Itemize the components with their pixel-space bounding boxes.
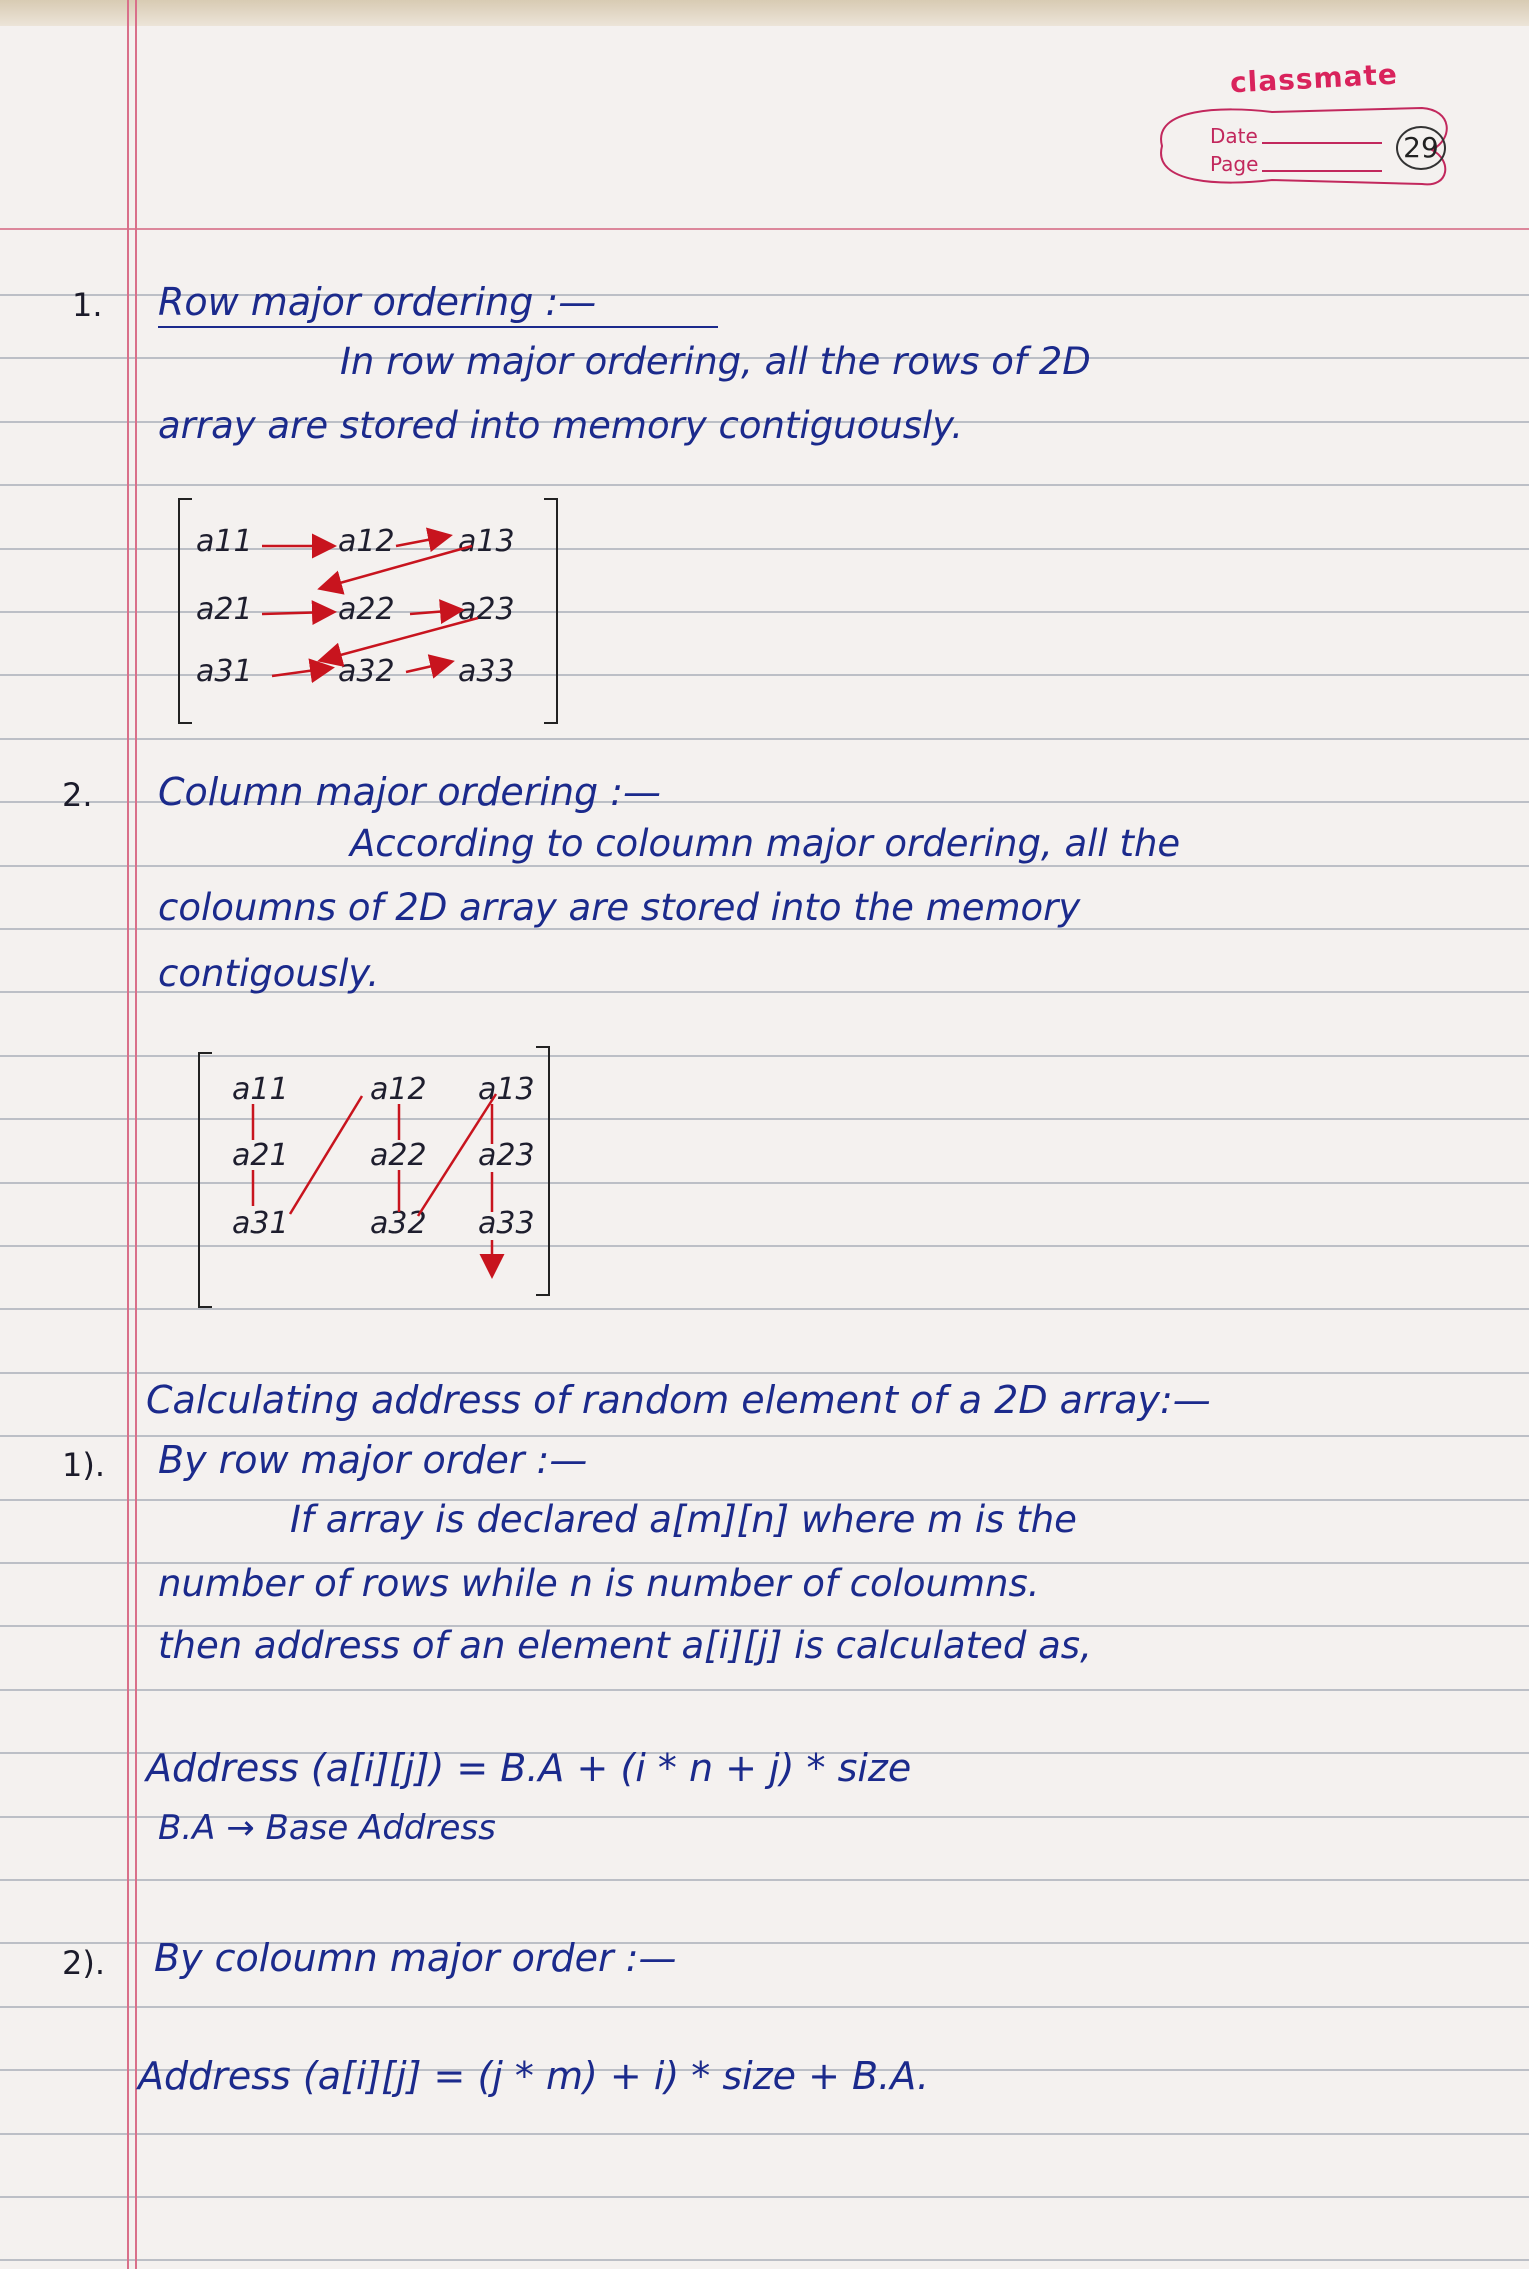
arrow-col1-to-col2 (290, 1096, 362, 1214)
matrix1-cell-a33: a33 (458, 654, 515, 689)
matrix2-cell-a12: a12 (370, 1072, 427, 1107)
section2-line3: contigously. (158, 952, 380, 995)
matrix1-cell-a12: a12 (338, 524, 395, 559)
section1-heading: Row major ordering :— (158, 280, 597, 324)
sub2-number: 2). (62, 1944, 106, 1982)
matrix2-cell-a31: a31 (232, 1206, 289, 1241)
matrix2-cell-a23: a23 (478, 1138, 535, 1173)
arrow-a32-a33 (406, 662, 450, 672)
matrix2-cell-a33: a33 (478, 1206, 535, 1241)
page-number: 29 (1396, 126, 1446, 170)
matrix1-cell-a31: a31 (196, 654, 253, 689)
section2-number: 2. (62, 776, 93, 814)
matrix2-cell-a22: a22 (370, 1138, 427, 1173)
arrow-a13-a21 (322, 546, 472, 588)
section2-heading: Column major ordering :— (158, 770, 662, 814)
formula-row-major: Address (a[i][j]) = B.A + (i * n + j) * size (146, 1746, 912, 1790)
section1-line2: array are stored into memory contiguously. (158, 404, 964, 447)
date-label: Date (1210, 124, 1258, 148)
sub1-line3: then address of an element a[i][j] is calculated as, (158, 1624, 1092, 1667)
page-label: Page (1210, 152, 1259, 176)
matrix1-cell-a13: a13 (458, 524, 515, 559)
sub1-number: 1). (62, 1446, 106, 1484)
matrix1-cell-a23: a23 (458, 592, 515, 627)
matrix2-cell-a13: a13 (478, 1072, 535, 1107)
sub1-line1: If array is declared a[m][n] where m is the (290, 1498, 1077, 1541)
arrow-a31-a32 (272, 668, 330, 676)
arrow-a21-a22 (262, 612, 332, 614)
section1-line1: In row major ordering, all the rows of 2D (340, 340, 1091, 383)
arrow-a23-a31 (322, 618, 478, 660)
section2-line1: According to coloumn major ordering, all the (350, 822, 1181, 865)
arrow-a22-a23 (410, 610, 460, 614)
matrix1-cell-a22: a22 (338, 592, 395, 627)
matrix1-cell-a32: a32 (338, 654, 395, 689)
formula-column-major: Address (a[i][j] = (j * m) + i) * size + B.A. (138, 2054, 929, 2098)
sub1-line2: number of rows while n is number of coloumns. (158, 1562, 1040, 1605)
section2-line2: coloumns of 2D array are stored into the memory (158, 886, 1081, 929)
matrix1-cell-a21: a21 (196, 592, 253, 627)
arrow-a12-a13 (396, 536, 448, 546)
brand-logo: classmate (1229, 57, 1399, 100)
matrix2-cell-a21: a21 (232, 1138, 289, 1173)
section1-number: 1. (72, 286, 103, 324)
section3-heading: Calculating address of random element of a 2D array:— (146, 1378, 1211, 1422)
sub1-heading: By row major order :— (158, 1438, 588, 1482)
matrix1-cell-a11: a11 (196, 524, 253, 559)
sub2-heading: By coloumn major order :— (154, 1936, 677, 1980)
matrix2-cell-a11: a11 (232, 1072, 289, 1107)
arrow-col2-to-col3 (418, 1094, 496, 1216)
matrix2-cell-a32: a32 (370, 1206, 427, 1241)
base-address-note: B.A → Base Address (158, 1808, 496, 1848)
